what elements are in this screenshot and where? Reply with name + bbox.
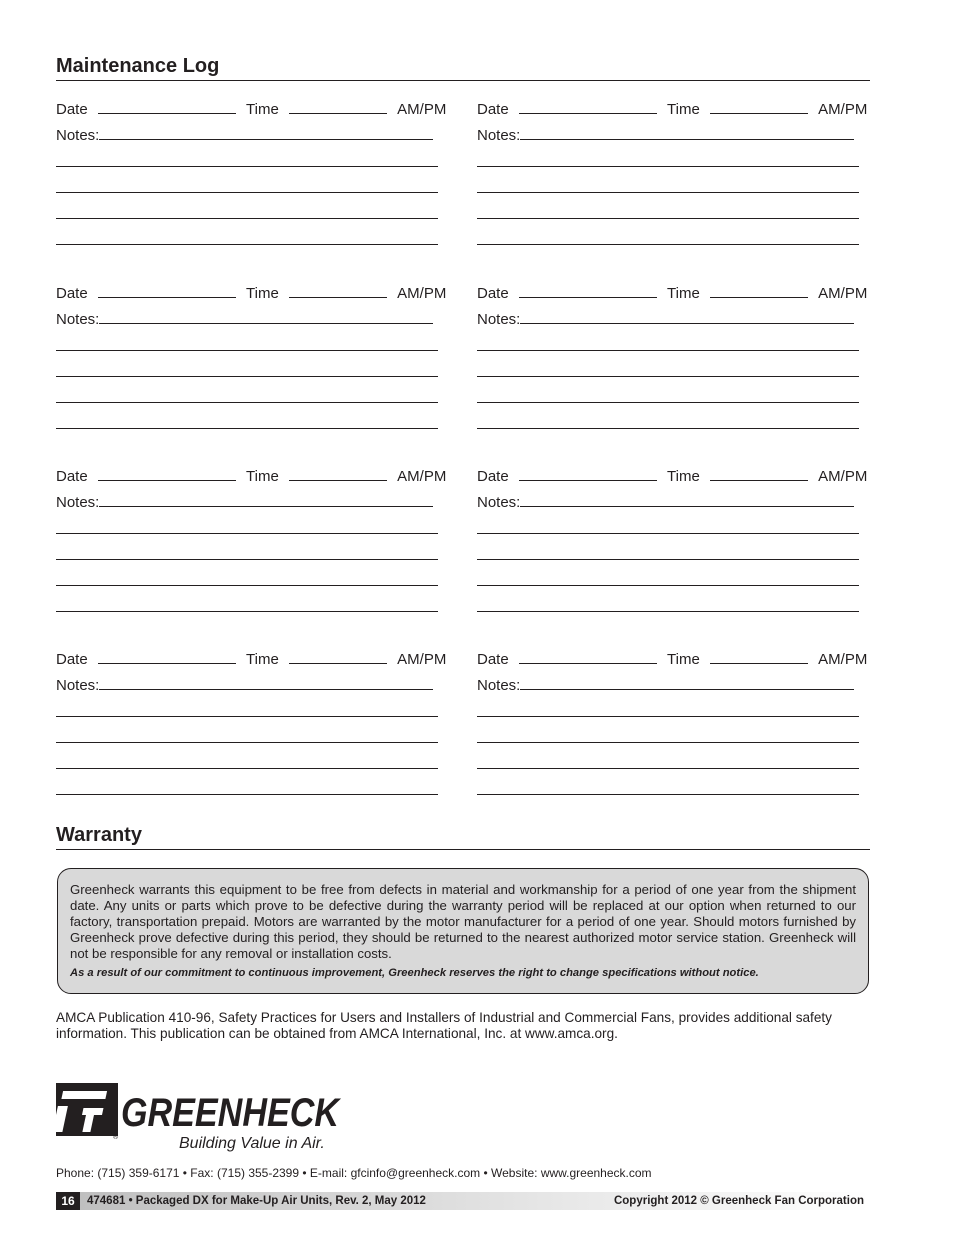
- notes-row: [56, 675, 433, 695]
- notes-field[interactable]: [520, 309, 854, 324]
- time-field[interactable]: [289, 466, 387, 481]
- notes-line[interactable]: [56, 559, 438, 560]
- notes-field[interactable]: [520, 675, 854, 690]
- date-field[interactable]: [98, 466, 236, 481]
- warranty-title: Warranty: [56, 824, 142, 846]
- notes-line[interactable]: [56, 350, 438, 351]
- date-field[interactable]: [98, 649, 236, 664]
- notes-line[interactable]: [477, 192, 859, 193]
- maintenance-log-title: Maintenance Log: [56, 55, 220, 77]
- ampm-label: AM/PM: [397, 285, 447, 302]
- notes-line[interactable]: [56, 218, 438, 219]
- warranty-box: [57, 868, 869, 994]
- page-number: 16: [56, 1192, 80, 1210]
- time-label: Time: [246, 285, 279, 302]
- notes-label: Notes:: [56, 311, 100, 328]
- date-label: Date: [477, 285, 509, 302]
- amca-publication-text: AMCA Publication 410-96, Safety Practices for Users and Installers of Industrial and Commercial Fans, provides additional safety information. This publication can be obtained from AMCA International, Inc. at www.amca.org.: [56, 1010, 832, 1041]
- log-entry: [56, 463, 446, 646]
- time-field[interactable]: [710, 283, 808, 298]
- notes-label: Notes:: [477, 677, 521, 694]
- time-field[interactable]: [289, 99, 387, 114]
- notes-row: [477, 492, 854, 512]
- log-entry: [477, 646, 867, 829]
- notes-line[interactable]: [56, 611, 438, 612]
- date-field[interactable]: [519, 283, 657, 298]
- notes-field[interactable]: [99, 492, 433, 507]
- date-label: Date: [56, 651, 88, 668]
- ampm-label: AM/PM: [818, 468, 868, 485]
- date-time-row: [56, 649, 446, 669]
- date-label: Date: [477, 651, 509, 668]
- contact-info: Phone: (715) 359-6171 • Fax: (715) 355-2399 • E-mail: gfcinfo@greenheck.com • Website: www.greenheck.com: [56, 1166, 652, 1180]
- notes-row: [477, 309, 854, 329]
- date-label: Date: [56, 285, 88, 302]
- notes-row: [477, 125, 854, 145]
- notes-line[interactable]: [477, 585, 859, 586]
- notes-line[interactable]: [477, 428, 859, 429]
- notes-line[interactable]: [477, 244, 859, 245]
- log-entry: [477, 463, 867, 646]
- logo-wordmark: GREENHECK: [121, 1091, 342, 1135]
- copyright: Copyright 2012 © Greenheck Fan Corporation: [613, 1195, 864, 1207]
- time-field[interactable]: [710, 99, 808, 114]
- ampm-label: AM/PM: [818, 101, 868, 118]
- date-time-row: [56, 466, 446, 486]
- notes-line[interactable]: [56, 192, 438, 193]
- notes-row: [56, 309, 433, 329]
- date-field[interactable]: [98, 283, 236, 298]
- ampm-label: AM/PM: [397, 651, 447, 668]
- warranty-text: Greenheck warrants this equipment to be free from defects in material and workmanship for a period of one year from the shipment date. Any units or parts which prove to be defective during the warranty period will be replaced at our option when returned to our factory, transportation prepaid. Motors are warranted by the motor manufacturer for a period of one year. Should motors furnished by Greenheck prove defective during this period, they should be returned to the nearest authorized motor service station. Greenheck will not be responsible for any removal or installation costs.: [70, 882, 856, 961]
- date-label: Date: [477, 468, 509, 485]
- log-entry: [56, 96, 446, 279]
- notes-row: [56, 125, 433, 145]
- notes-line[interactable]: [477, 742, 859, 743]
- notes-line[interactable]: [56, 376, 438, 377]
- date-label: Date: [477, 101, 509, 118]
- notes-line[interactable]: [477, 716, 859, 717]
- date-label: Date: [56, 468, 88, 485]
- ampm-label: AM/PM: [397, 468, 447, 485]
- footer-bar: [56, 1192, 870, 1210]
- notes-line[interactable]: [477, 376, 859, 377]
- notes-label: Notes:: [56, 494, 100, 511]
- notes-line[interactable]: [56, 166, 438, 167]
- time-label: Time: [667, 285, 700, 302]
- notes-field[interactable]: [99, 309, 433, 324]
- time-field[interactable]: [710, 466, 808, 481]
- time-label: Time: [246, 468, 279, 485]
- date-field[interactable]: [519, 99, 657, 114]
- notes-line[interactable]: [56, 428, 438, 429]
- ampm-label: AM/PM: [397, 101, 447, 118]
- date-time-row: [56, 99, 446, 119]
- document-info: 474681 • Packaged DX for Make-Up Air Units, Rev. 2, May 2012: [87, 1195, 426, 1207]
- notes-line[interactable]: [477, 611, 859, 612]
- maintenance-log-rule: [56, 80, 870, 81]
- date-field[interactable]: [519, 649, 657, 664]
- warranty-note: As a result of our commitment to continuous improvement, Greenheck reserves the right to change specifications without notice.: [70, 967, 759, 979]
- greenheck-logo: [55, 1082, 355, 1154]
- time-field[interactable]: [289, 649, 387, 664]
- notes-field[interactable]: [520, 125, 854, 140]
- date-field[interactable]: [98, 99, 236, 114]
- date-label: Date: [56, 101, 88, 118]
- notes-line[interactable]: [56, 402, 438, 403]
- notes-line[interactable]: [56, 533, 438, 534]
- notes-row: [477, 675, 854, 695]
- time-field[interactable]: [289, 283, 387, 298]
- notes-line[interactable]: [56, 742, 438, 743]
- ampm-label: AM/PM: [818, 651, 868, 668]
- log-entry: [477, 96, 867, 279]
- notes-line[interactable]: [477, 533, 859, 534]
- notes-field[interactable]: [99, 675, 433, 690]
- notes-line[interactable]: [477, 350, 859, 351]
- notes-line[interactable]: [56, 794, 438, 795]
- notes-line[interactable]: [477, 768, 859, 769]
- notes-line[interactable]: [56, 768, 438, 769]
- notes-field[interactable]: [520, 492, 854, 507]
- ampm-label: AM/PM: [818, 285, 868, 302]
- date-time-row: [477, 466, 867, 486]
- date-time-row: [477, 649, 867, 669]
- log-entry: [56, 280, 446, 463]
- notes-line[interactable]: [477, 166, 859, 167]
- notes-line[interactable]: [477, 218, 859, 219]
- notes-line[interactable]: [56, 716, 438, 717]
- date-time-row: [56, 283, 446, 303]
- notes-line[interactable]: [56, 585, 438, 586]
- notes-label: Notes:: [477, 311, 521, 328]
- time-label: Time: [246, 651, 279, 668]
- logo-tagline: Building Value in Air.: [179, 1135, 325, 1152]
- notes-field[interactable]: [99, 125, 433, 140]
- log-entry: [477, 280, 867, 463]
- time-label: Time: [667, 101, 700, 118]
- notes-line[interactable]: [477, 559, 859, 560]
- date-time-row: [477, 99, 867, 119]
- date-time-row: [477, 283, 867, 303]
- time-field[interactable]: [710, 649, 808, 664]
- log-entry: [56, 646, 446, 829]
- date-field[interactable]: [519, 466, 657, 481]
- notes-line[interactable]: [56, 244, 438, 245]
- notes-row: [56, 492, 433, 512]
- notes-label: Notes:: [477, 494, 521, 511]
- time-label: Time: [667, 468, 700, 485]
- notes-label: Notes:: [56, 127, 100, 144]
- notes-line[interactable]: [477, 402, 859, 403]
- notes-label: Notes:: [477, 127, 521, 144]
- time-label: Time: [667, 651, 700, 668]
- notes-label: Notes:: [56, 677, 100, 694]
- warranty-rule: [56, 849, 870, 850]
- registered-mark: ®: [113, 1134, 119, 1141]
- greenheck-logo-mark-icon: [55, 1082, 355, 1154]
- notes-line[interactable]: [477, 794, 859, 795]
- time-label: Time: [246, 101, 279, 118]
